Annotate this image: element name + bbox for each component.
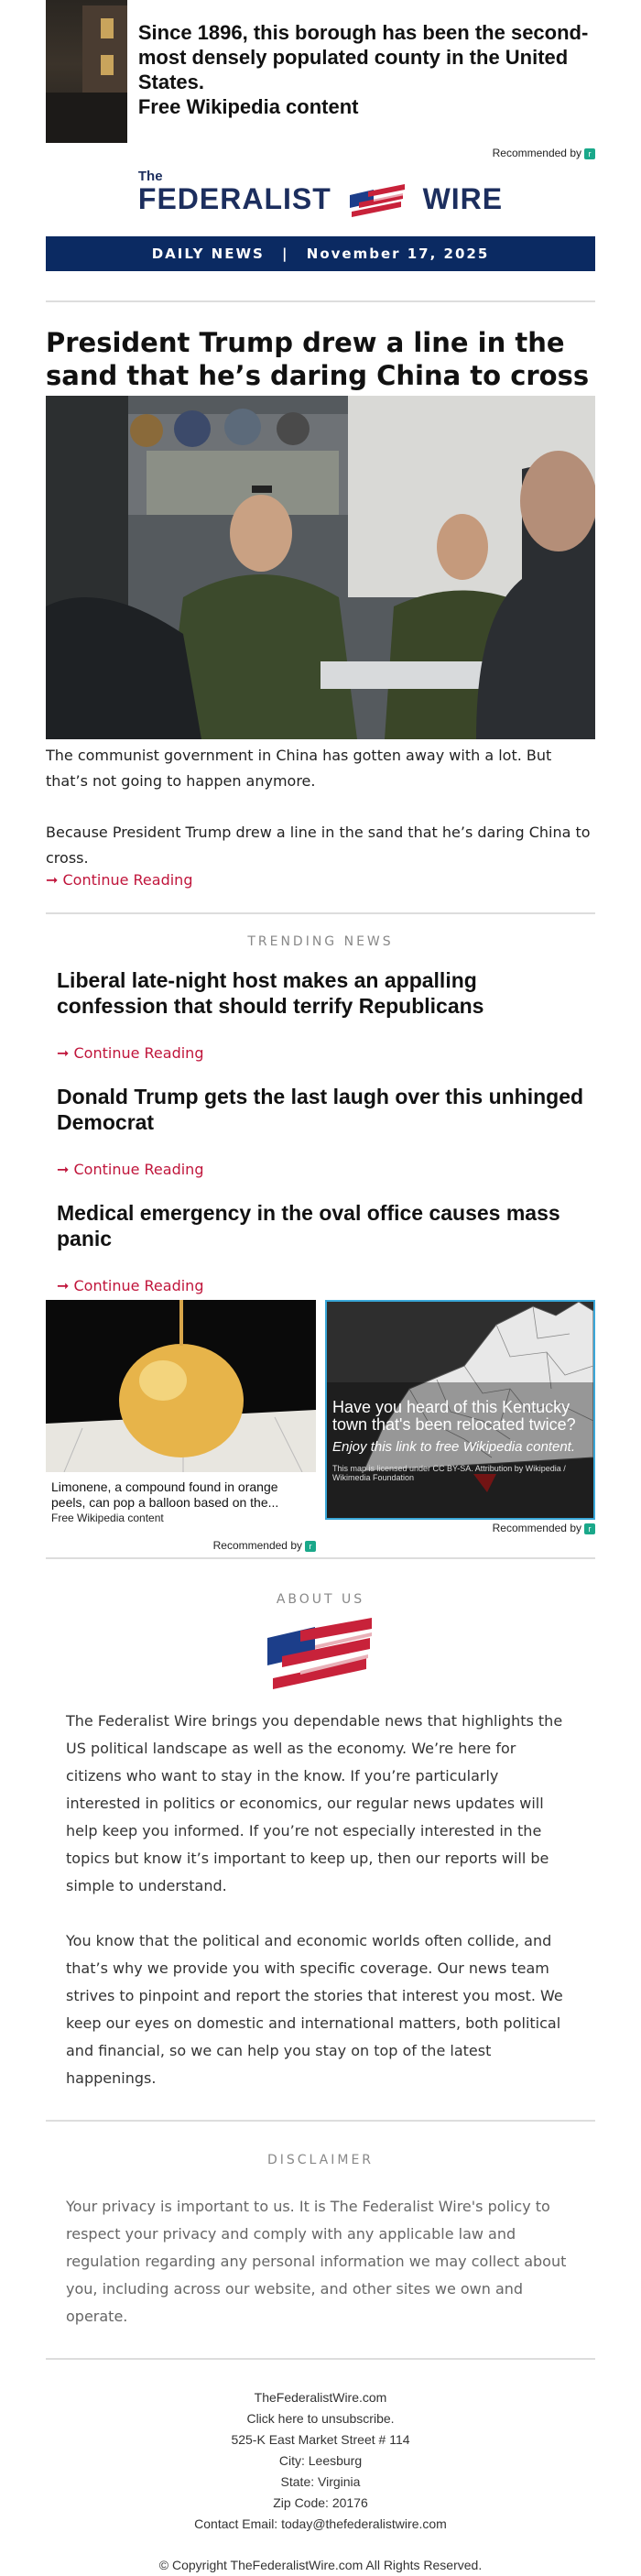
flag-logo-icon [346, 184, 408, 217]
sponsored-cards [46, 1300, 595, 1555]
trending-item [46, 967, 595, 1062]
footer-address: 525-K East Market Street # 114 [231, 2432, 410, 2447]
newsletter-date: November 17, 2025 [306, 246, 490, 262]
trending-headline-link[interactable]: Medical emergency in the oval office causes mass panic [57, 1201, 560, 1250]
overlay-title[interactable]: Have you heard of this Kentucky town that's been relocated twice? [332, 1398, 576, 1434]
logo-the: The [137, 168, 163, 184]
main-headline[interactable]: President Trump drew a line in the sand that he’s daring China to cross [46, 327, 590, 391]
footer-site-link[interactable]: TheFederalistWire.com [254, 2390, 387, 2405]
card-source: Free Wikipedia content [51, 1512, 164, 1524]
recommended-by[interactable] [325, 1522, 595, 1538]
about-paragraph: You know that the political and economic worlds often collide, and that’s why we provide you with specific coverage. Our news team strives to pinpoint and report the stories that interest you most. We keep our eyes on domestic and international matters, both political and financial, so we can help you stay on top of the latest happenings. [66, 1932, 563, 2087]
trending-continue-link[interactable]: ➞ Continue Reading [57, 1277, 204, 1294]
meeting-photo-illustration [46, 396, 595, 739]
top-ad[interactable] [46, 0, 595, 143]
unsubscribe-link[interactable]: Click here to unsubscribe. [246, 2411, 395, 2426]
main-story-image[interactable] [46, 396, 595, 739]
recommended-label: Recommended by [212, 1539, 302, 1552]
kentucky-map-image[interactable] [325, 1300, 595, 1520]
balloon-image[interactable] [46, 1300, 316, 1472]
footer-email-link[interactable]: Contact Email: today@thefederalistwire.com [194, 2516, 447, 2531]
card-caption-text[interactable]: Limonene, a compound found in orange peels, can pop a balloon based on the... [51, 1479, 279, 1510]
recommended-by[interactable] [46, 147, 595, 163]
revcontent-badge-icon: r [584, 1523, 595, 1534]
recommended-label: Recommended by [492, 147, 581, 159]
main-story-paragraph: The communist government in China has gotten away with a lot. But that’s not going to happen anymore. [46, 747, 552, 790]
ad-headline[interactable]: Since 1896, this borough has been the second-most densely populated county in the United States. [137, 21, 589, 93]
revcontent-badge-icon: r [584, 148, 595, 159]
footer-copyright: © Copyright TheFederalistWire.com All Rights Reserved. [158, 2558, 483, 2572]
sponsored-card-limonene[interactable] [46, 1300, 316, 1555]
footer-zip: Zip Code: 20176 [273, 2495, 368, 2510]
trending-item [46, 1200, 595, 1294]
recommended-by[interactable] [46, 1539, 316, 1555]
trending-continue-link[interactable]: ➞ Continue Reading [57, 1044, 204, 1062]
revcontent-badge-icon: r [305, 1541, 316, 1552]
site-logo[interactable] [46, 163, 595, 236]
sponsored-card-kentucky[interactable] [325, 1300, 595, 1555]
street-shape [46, 93, 127, 143]
trending-headline-link[interactable]: Liberal late-night host makes an appalling confession that should terrify Republicans [57, 968, 484, 1018]
disclaimer-text: Your privacy is important to us. It is The Federalist Wire's policy to respect your privacy and comply with any applicable law and regulation regarding any personal information we may collect about you, including across our website, and other sites we own and operate. [66, 2198, 567, 2325]
trending-continue-link[interactable]: ➞ Continue Reading [57, 1161, 204, 1178]
daily-news-label: DAILY NEWS [151, 246, 265, 262]
main-story-paragraph: Because President Trump drew a line in the sand that he’s daring China to cross. [46, 824, 591, 867]
trending-section-title: TRENDING NEWS [247, 934, 394, 949]
card-caption[interactable] [46, 1472, 316, 1526]
overlay-credit: This map is licensed under CC BY-SA. Attribution by Wikipedia / Wikimedia Foundation [332, 1464, 566, 1482]
kentucky-overlay[interactable] [332, 1399, 588, 1482]
about-flag-logo [46, 1618, 595, 1693]
ad-text-block[interactable] [127, 0, 595, 143]
overlay-subtitle: Enjoy this link to free Wikipedia content. [332, 1439, 575, 1455]
ad-image-building[interactable] [46, 0, 127, 143]
disclaimer-section-title: DISCLAIMER [266, 2153, 375, 2167]
footer [46, 2387, 595, 2576]
flag-logo-icon [264, 1618, 377, 1693]
window-shape [101, 18, 114, 38]
trending-item [46, 1084, 595, 1178]
balloon-photo-illustration [46, 1300, 316, 1472]
date-banner [46, 236, 595, 271]
date-separator: | [282, 246, 289, 262]
footer-state: State: Virginia [280, 2474, 361, 2489]
logo-wire: WIRE [422, 181, 504, 215]
window-shape [101, 55, 114, 75]
about-section-title: ABOUT US [276, 1592, 365, 1607]
ad-source: Free Wikipedia content [137, 95, 359, 118]
logo-federalist: FEDERALIST [137, 181, 331, 215]
about-paragraph: The Federalist Wire brings you dependable news that highlights the US political landscape as well as the economy. We’re here for citizens who want to stay in the know. If you’re particularly interested in politics or economics, our regular news updates will help keep you informed. If you’re not especially interested in the topics but know it’s important to keep up, then our reports will be simple to understand. [66, 1712, 563, 1894]
trending-headline-link[interactable]: Donald Trump gets the last laugh over this unhinged Democrat [57, 1085, 584, 1134]
logo-wordmark [137, 168, 504, 218]
recommended-label: Recommended by [492, 1522, 581, 1534]
footer-city: City: Leesburg [278, 2453, 363, 2468]
main-continue-reading-link[interactable]: ➞ Continue Reading [46, 871, 193, 889]
about-body [46, 1708, 595, 2092]
